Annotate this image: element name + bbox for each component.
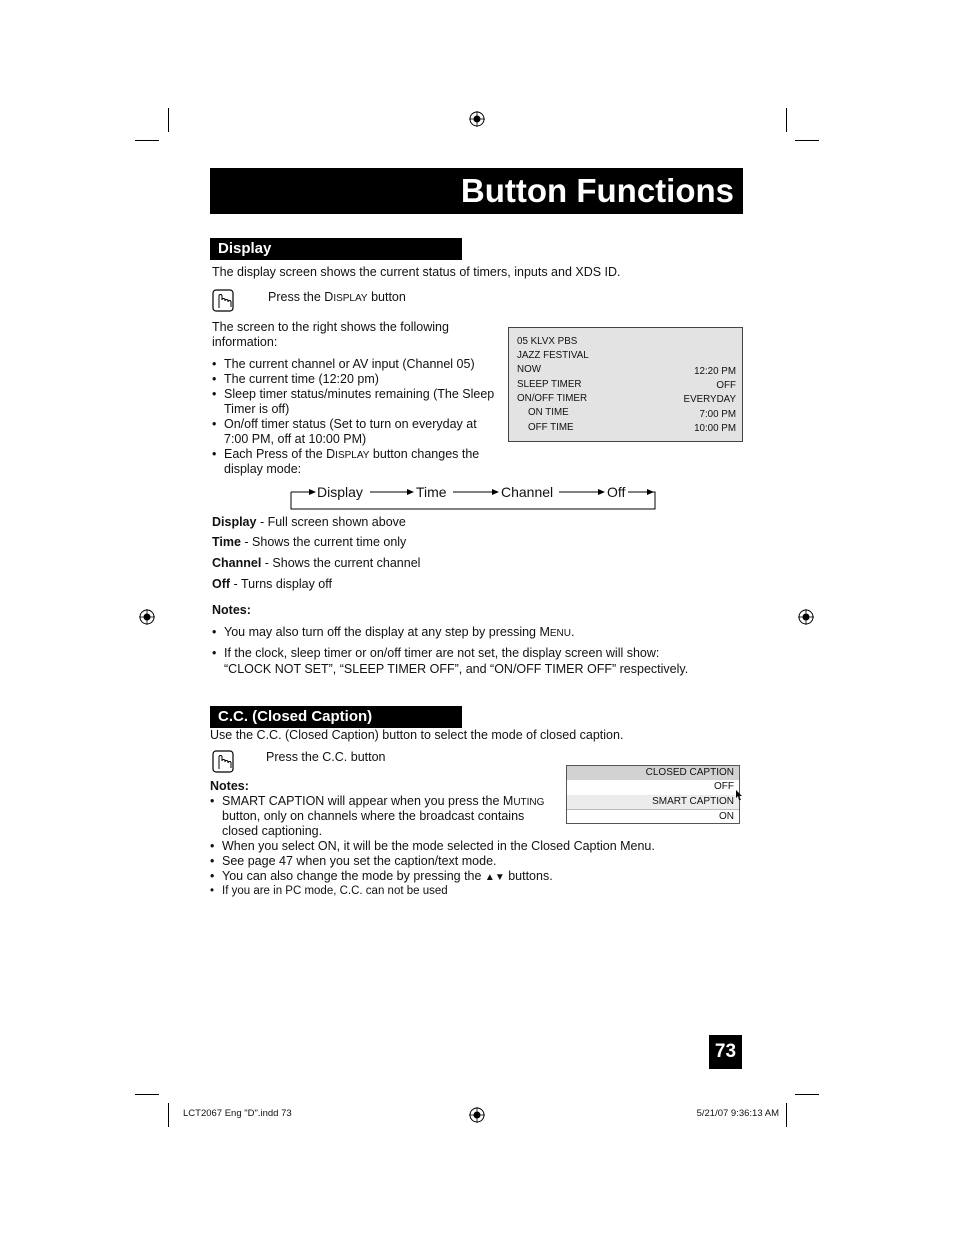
list-item: • The current channel or AV input (Channel 05) [212,357,475,371]
list-item: • On/off timer status (Set to turn on everyday at 7:00 PM, off at 10:00 PM) [212,417,477,446]
screen-value-off: 10:00 PM [694,423,736,434]
screen-label-off: OFF TIME [528,422,574,433]
page-number: 73 [709,1035,742,1069]
screen-program: JAZZ FESTIVAL [517,350,589,361]
list-item: • When you select ON, it will be the mode selected in the Closed Caption Menu. [210,839,655,853]
mode-channel: Channel - Shows the current channel [212,556,421,570]
list-item: • See page 47 when you set the caption/text mode. [210,854,497,868]
cc-menu-title: CLOSED CAPTION [567,766,739,780]
cursor-pointer-icon [735,789,743,801]
list-item: • If you are in PC mode, C.C. can not be used [210,885,448,897]
footer-date: 5/21/07 9:36:13 AM [696,1108,779,1119]
list-item: • You may also turn off the display at any step by pressing MENU. [212,625,575,639]
crop-mark-icon [168,108,169,132]
cc-intro: Use the C.C. (Closed Caption) button to select the mode of closed caption. [210,728,624,742]
crop-mark-icon [135,1094,159,1095]
mode-time: Time - Shows the current time only [212,535,407,549]
list-item: • You can also change the mode by pressing the ▲▼ buttons. [210,869,553,883]
hand-press-icon [212,748,236,774]
crop-mark-icon [135,140,159,141]
flow-step-time: Time [416,484,447,500]
registration-mark-icon [139,609,155,625]
screen-label-now: NOW [517,364,541,375]
registration-mark-icon [469,111,485,127]
display-screen-sample [508,327,743,442]
crop-mark-icon [795,1094,819,1095]
screen-label-onoff: ON/OFF TIMER [517,393,588,404]
crop-mark-icon [168,1103,169,1127]
mode-display: Display - Full screen shown above [212,515,406,529]
page-title: Button Functions [460,172,734,209]
cc-menu-option-off[interactable]: OFF [567,780,739,794]
crop-mark-icon [795,140,819,141]
screen-value-sleep: OFF [716,380,736,391]
flow-step-off: Off [607,484,626,500]
screen-value-now: 12:20 PM [694,366,736,377]
press-display-text: Press the DISPLAY button [268,290,406,304]
cc-menu-option-on[interactable]: ON [567,809,739,823]
list-item: • Sleep timer status/minutes remaining (The Sleep Timer is off) [212,387,495,416]
list-item: • The current time (12:20 pm) [212,372,379,386]
mode-off: Off - Turns display off [212,577,332,591]
screen-label-on: ON TIME [528,407,569,418]
registration-mark-icon [798,609,814,625]
display-notes-label: Notes: [212,603,251,617]
list-item: • If the clock, sleep timer or on/off timer are not set, the display screen will show: “CLOCK NOT SET”, “SLEEP TIMER OFF”, and “ON/OFF TIMER OFF” respectively. [212,646,689,676]
section-heading-display: Display [210,238,462,260]
display-intro: The display screen shows the current status of timers, inputs and XDS ID. [212,265,621,279]
screen-desc-line1: The screen to the right shows the following [212,320,449,334]
list-item: • Each Press of the DISPLAY button changes the display mode: [212,447,480,476]
list-item: • SMART CAPTION will appear when you press the MUTING button, only on channels where the broadcast contains closed captioning. [210,794,545,838]
section-heading-cc: C.C. (Closed Caption) [210,706,462,728]
title-bar [210,168,743,214]
display-mode-cycle [290,480,656,510]
press-cc-text: Press the C.C. button [266,750,386,764]
screen-channel: 05 KLVX PBS [517,336,578,347]
screen-desc-line2: information: [212,335,278,349]
registration-mark-icon [469,1107,485,1123]
flow-step-channel: Channel [501,484,554,500]
footer-file: LCT2067 Eng "D".indd 73 [183,1108,292,1119]
screen-value-onoff: EVERYDAY [683,394,736,405]
flow-step-display: Display [317,484,363,500]
screen-value-on: 7:00 PM [699,409,736,420]
screen-label-sleep: SLEEP TIMER [517,379,582,390]
crop-mark-icon [786,108,787,132]
closed-caption-menu [566,765,740,824]
hand-press-icon [212,287,236,313]
crop-mark-icon [786,1103,787,1127]
cc-menu-option-smart[interactable]: SMART CAPTION [567,795,739,809]
up-down-arrows-icon: ▲▼ [484,872,505,883]
cc-notes-label: Notes: [210,779,249,793]
